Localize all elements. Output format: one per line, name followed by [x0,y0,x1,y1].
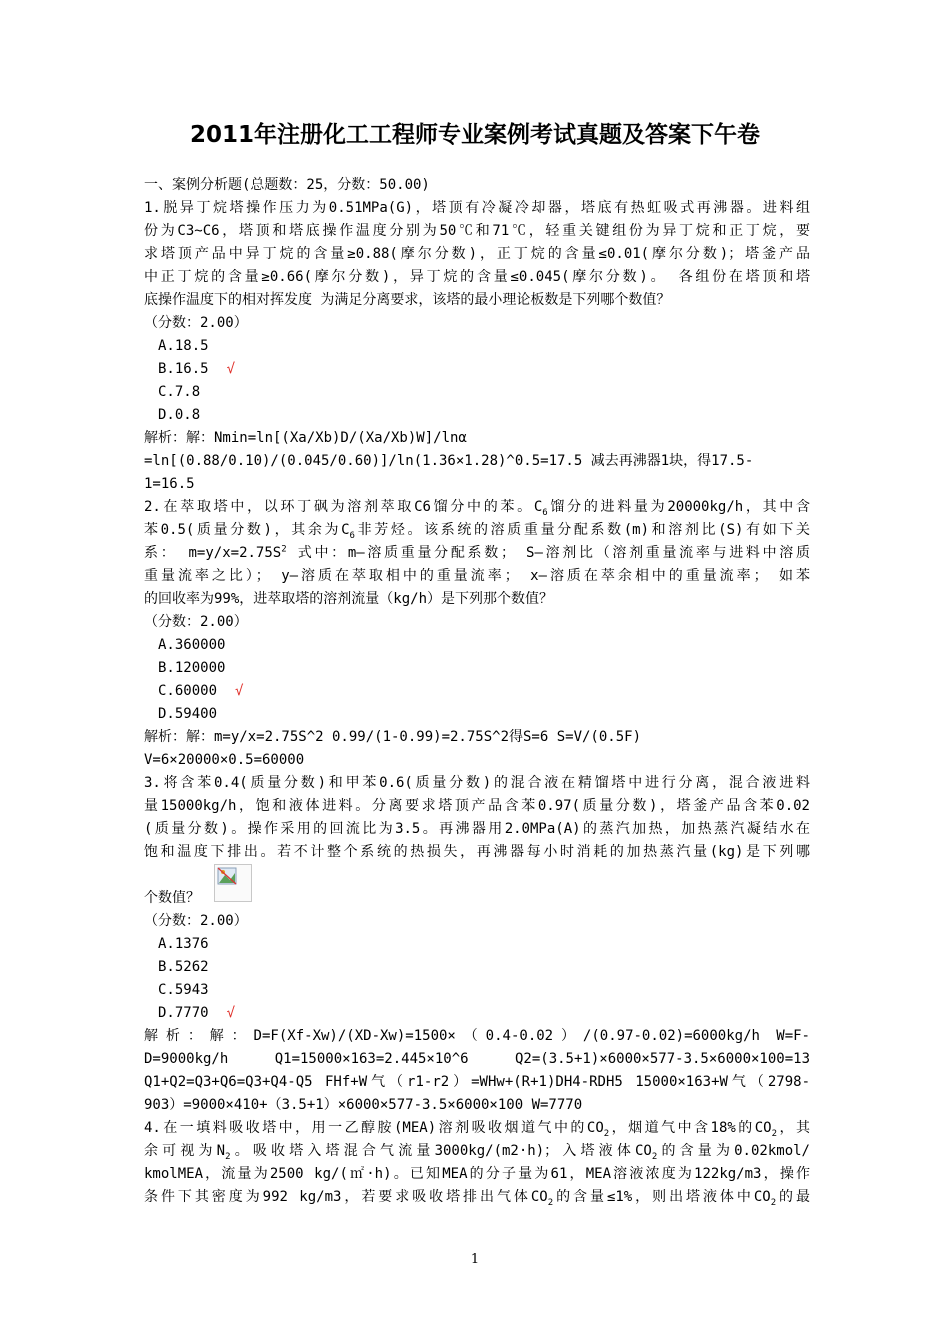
score-label: （分数：2.00） [144,614,248,630]
question-text-line: 重量流率之比）； y—溶质在萃取相中的重量流率； x—溶质在萃余相中的重量流率； 如苯 [144,568,810,584]
broken-image-icon [214,864,252,902]
score-label: （分数：2.00） [144,315,248,331]
question-text-line: 3.将含苯0.4(质量分数)和甲苯0.6(质量分数)的混合液在精馏塔中进行分离，混合液进料 [144,775,810,791]
document-body [144,174,810,1209]
option-a: A.18.5 [158,338,209,354]
question-text-line: 的回收率为99%，进萃取塔的溶剂流量（kg/h）是下列那个数值？ [144,591,553,607]
option-c: C.5943 [158,982,209,998]
page-title: 2011年注册化工工程师专业案例考试真题及答案下午卷 [189,122,760,148]
option-d: D.7770 √ [158,1005,236,1021]
option-c: C.60000 √ [158,683,244,699]
analysis-line: 解析：解：m=y/x=2.75S^2 0.99/(1-0.99)=2.75S^2得S=6 S=V/(0.5F) [144,729,642,745]
question-2 [144,496,810,772]
option-b: B.16.5 √ [158,361,236,377]
option-a: A.360000 [158,637,226,653]
correct-check-icon: √ [226,1005,236,1021]
analysis-line: 解析：解：Nmin=ln[(Xa/Xb)D/(Xa/Xb)W]/lnα [144,430,467,446]
option-b: B.5262 [158,959,209,975]
analysis-line: 1=16.5 [144,476,195,492]
analysis-line: 解析：解：D=F(Xf-Xw)/(XD-Xw)=1500×（0.4-0.02）/(0.97-0.02)=6000kg/h W=F- [144,1028,810,1044]
analysis-line: =ln[(0.88/0.10)/(0.045/0.60)]/ln(1.36×1.28)^0.5=17.5 减去再沸器1块，得17.5- [144,453,754,469]
question-text-line: 2.在萃取塔中，以环丁砜为溶剂萃取C6馏分中的苯。$C_6$馏分的进料量为20000kg/h，其中含 [144,499,810,518]
question-text-line: 系： $m=y/x=2.75S^2$ 式中：m—溶质重量分配系数； S—溶剂比（溶剂重量流率与进料中溶质 [144,544,810,561]
analysis-line: V=6×20000×0.5=60000 [144,752,305,768]
question-text-line: kmolMEA，流量为2500 kg/(㎡·h)。已知MEA的分子量为61，MEA溶液浓度为122kg/m3，操作 [144,1166,810,1182]
score-label: （分数：2.00） [144,913,248,929]
option-c: C.7.8 [158,384,201,400]
section-heading: 一、案例分析题(总题数：25，分数：50.00) [144,177,430,193]
question-4 [144,1117,810,1209]
question-text-line: 饱和温度下排出。若不计整个系统的热损失，再沸器每小时消耗的加热蒸汽量(kg)是下列哪 [144,844,810,860]
question-text-line: 条件下其密度为992 kg/m3，若要求吸收塔排出气体$CO_2$的含量≤1%，则出塔液体中$CO_2$的最 [144,1189,811,1208]
option-d: D.59400 [158,706,218,722]
correct-check-icon: √ [235,683,244,699]
analysis-line: 903）=9000×410+（3.5+1）×6000×577-3.5×6000×100 W=7770 [144,1097,583,1113]
question-3 [144,772,810,1117]
question-text-line: 底操作温度下的相对挥发度 为满足分离要求，该塔的最小理论板数是下列哪个数值？ [144,292,671,308]
analysis-line: D=9000kg/h Q1=15000×163=2.445×10^6 Q2=(3.5+1)×6000×577-3.5×6000×100=13 [144,1051,810,1067]
question-text-line: 份为C3~C6，塔顶和塔底操作温度分别为50℃和71℃，轻重关键组份为异丁烷和正丁烷，要 [144,223,810,239]
question-text-line: 苯0.5(质量分数)，其余为$C_6$非芳烃。该系统的溶质重量分配系数(m)和溶剂比(S)有如下关 [144,522,810,541]
correct-check-icon: √ [226,361,236,377]
question-text-line: 余可视为$N_2$。吸收塔入塔混合气流量3000kg/(m2·h)；入塔液体$CO_2$的含量为0.02kmol/ [144,1143,810,1162]
question-text-line: 量15000kg/h，饱和液体进料。分离要求塔顶产品含苯0.97(质量分数)，塔釜产品含苯0.02 [144,798,810,814]
question-text-line: 4.在一填料吸收塔中，用一乙醇胺(MEA)溶剂吸收烟道气中的$CO_2$，烟道气中含18%的$CO_2$，其 [144,1120,810,1139]
question-text-line: 1.脱异丁烷塔操作压力为0.51MPa(G)，塔顶有冷凝冷却器，塔底有热虹吸式再沸器。进料组 [144,200,810,216]
option-d: D.0.8 [158,407,201,423]
question-text-line: (质量分数)。操作采用的回流比为3.5。再沸器用2.0MPa(A)的蒸汽加热，加热蒸汽凝结水在 [144,821,810,837]
question-1 [144,197,810,496]
option-b: B.120000 [158,660,226,676]
question-text-line: 中正丁烷的含量≥0.66(摩尔分数)，异丁烷的含量≤0.045(摩尔分数)。 各组份在塔顶和塔 [144,269,810,285]
analysis-line: Q1+Q2=Q3+Q6=Q3+Q4-Q5 FHf+W气（r1-r2）=WHw+(R+1)DH4-RDH5 15000×163+W气（2798- [144,1074,810,1090]
option-a: A.1376 [158,936,209,952]
question-text-line: 个数值？ [144,864,810,910]
page-number: 1 [470,1252,480,1267]
question-text-line: 求塔顶产品中异丁烷的含量≥0.88(摩尔分数)，正丁烷的含量≤0.01(摩尔分数)；塔釜产品 [144,246,810,262]
